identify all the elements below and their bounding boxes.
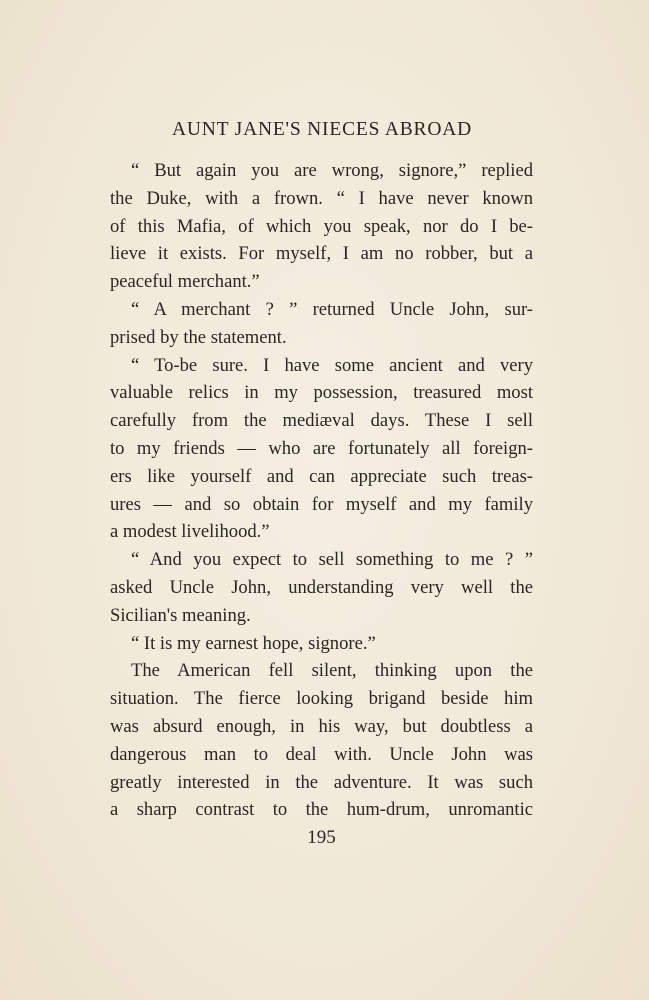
text-line: lieve it exists. For myself, I am no robber, but a — [110, 243, 533, 265]
text-line: “ To-be sure. I have some ancient and very — [131, 354, 533, 376]
text-line: “ It is my earnest hope, signore.” — [131, 632, 376, 654]
text-line: dangerous man to deal with. Uncle John was — [110, 743, 533, 765]
text-line: “ And you expect to sell something to me ? ” — [131, 549, 533, 571]
text-line: to my friends — who are fortunately all foreign- — [110, 437, 533, 459]
text-line: ures — and so obtain for myself and my family — [110, 493, 533, 515]
text-line: the Duke, with a frown. “ I have never known — [110, 187, 533, 209]
page-number: 195 — [307, 827, 336, 848]
text-line: “ A merchant ? ” returned Uncle John, sur- — [131, 298, 533, 320]
body-text — [110, 157, 533, 824]
text-line: was absurd enough, in his way, but doubtless a — [110, 715, 533, 737]
text-line: prised by the statement. — [110, 326, 287, 348]
text-line: of this Mafia, of which you speak, nor do I be- — [110, 215, 533, 237]
running-head: AUNT JANE'S NIECES ABROAD — [172, 119, 472, 140]
text-line: situation. The fierce looking brigand beside him — [110, 688, 533, 710]
text-line: asked Uncle John, understanding very well the — [110, 576, 533, 598]
text-line: “ But again you are wrong, signore,” replied — [131, 160, 533, 181]
text-line: The American fell silent, thinking upon the — [131, 660, 533, 682]
text-line: valuable relics in my possession, treasured most — [110, 382, 533, 404]
text-line: peaceful merchant.” — [110, 271, 260, 293]
text-line: Sicilian's meaning. — [110, 604, 251, 626]
text-line: a modest livelihood.” — [110, 521, 270, 543]
text-line: carefully from the mediæval days. These I sell — [110, 410, 533, 432]
text-line: greatly interested in the adventure. It was such — [110, 771, 533, 793]
text-line: ers like yourself and can appreciate such treas- — [110, 465, 533, 487]
text-line: a sharp contrast to the hum-drum, unromantic — [110, 799, 533, 821]
